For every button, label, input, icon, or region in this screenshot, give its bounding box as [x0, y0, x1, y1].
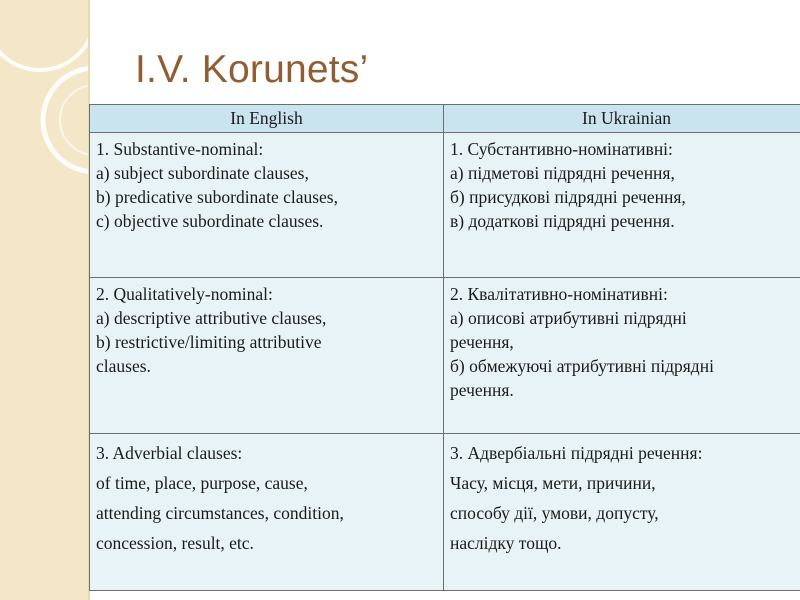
table-row-qualitative — [90, 278, 800, 434]
cell-ukrainian-2 — [444, 278, 800, 434]
cell-english-2 — [90, 278, 444, 434]
cell-line: в) додаткові підрядні речення. — [450, 211, 675, 231]
clause-classification-table — [89, 104, 800, 591]
table-header-row — [90, 105, 800, 133]
cell-line: concession, result, etc. — [96, 533, 254, 553]
cell-line: b) predicative subordinate clauses, — [96, 187, 338, 207]
cell-line: а) описові атрибутивні підрядні — [450, 308, 687, 328]
decorative-circles — [0, 0, 88, 260]
header-in-english: In English — [90, 105, 444, 133]
cell-ukrainian-3 — [444, 434, 800, 591]
cell-line: attending circumstances, condition, — [96, 503, 344, 523]
cell-line: clauses. — [96, 356, 151, 376]
cell-line: Часу, місця, мети, причини, — [450, 473, 656, 493]
cell-line: 3. Адвербіальні підрядні речення: — [450, 443, 703, 463]
cell-line: 2. Qualitatively-nominal: — [96, 284, 273, 304]
slide-title: I.V. Korunets’ — [135, 48, 369, 91]
cell-line: 3. Adverbial clauses: — [96, 443, 243, 463]
cell-line: наслідку тощо. — [450, 533, 562, 553]
cell-line: a) descriptive attributive clauses, — [96, 308, 327, 328]
cell-line: 2. Квалітативно-номінативні: — [450, 284, 668, 304]
cell-line: речення. — [450, 380, 514, 400]
cell-line: of time, place, purpose, cause, — [96, 473, 308, 493]
table-row-adverbial — [90, 434, 800, 591]
cell-ukrainian-1 — [444, 133, 800, 278]
cell-line: b) restrictive/limiting attributive — [96, 332, 322, 352]
cell-english-1 — [90, 133, 444, 278]
cell-line: б) обмежуючі атрибутивні підрядні — [450, 356, 714, 376]
cell-line: б) присудкові підрядні речення, — [450, 187, 686, 207]
cell-line: способу дії, умови, допусту, — [450, 503, 659, 523]
table-row-substantive — [90, 133, 800, 278]
cell-english-3 — [90, 434, 444, 591]
cell-line: а) підметові підрядні речення, — [450, 163, 675, 183]
cell-line: 1. Субстантивно-номінативні: — [450, 139, 673, 159]
cell-line: a) subject subordinate clauses, — [96, 163, 309, 183]
cell-line: c) objective subordinate clauses. — [96, 211, 324, 231]
cell-line: 1. Substantive-nominal: — [96, 139, 264, 159]
cell-line: речення, — [450, 332, 514, 352]
header-in-ukrainian: In Ukrainian — [444, 105, 800, 133]
decorative-side-band — [0, 0, 88, 600]
